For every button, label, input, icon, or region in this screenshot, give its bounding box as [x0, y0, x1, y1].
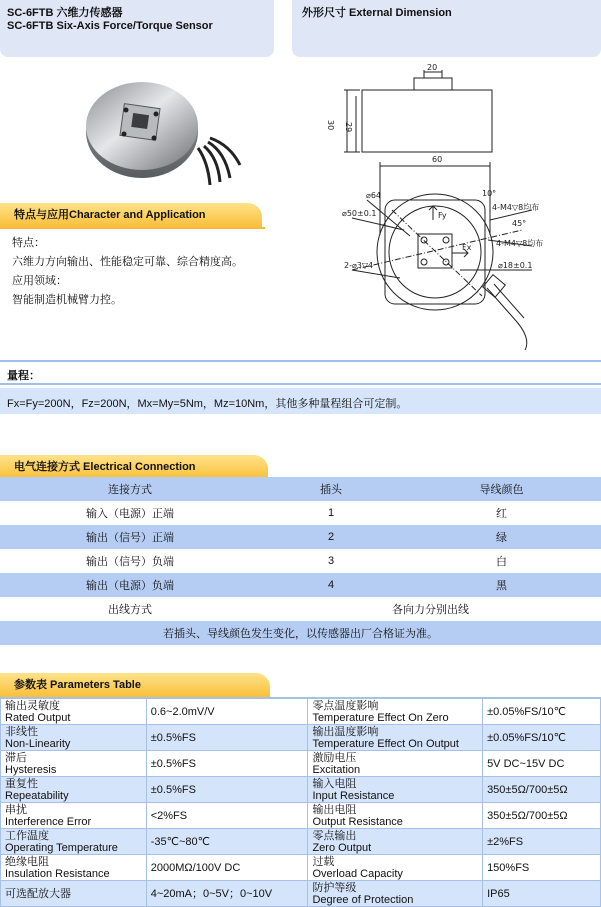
- param-value-right: ±0.05%FS/10℃: [483, 699, 601, 725]
- character-line: 智能制造机械臂力控。: [12, 294, 122, 306]
- param-name-cn: 非线性: [5, 725, 38, 738]
- param-name-right: [308, 725, 483, 751]
- param-name-left: [1, 829, 147, 855]
- electrical-header: 插头: [260, 477, 402, 501]
- param-value-left: ±0.5%FS: [146, 751, 308, 777]
- param-name-en: Rated Output: [5, 711, 71, 724]
- electrical-row: [0, 501, 601, 525]
- dim-d50: ⌀50±0.1: [342, 209, 377, 218]
- param-name-en: Interference Error: [5, 815, 92, 828]
- param-name-cn: 零点输出: [312, 829, 357, 842]
- character-tab-line: [0, 227, 265, 229]
- param-row: [1, 751, 601, 777]
- param-name-left: [1, 751, 147, 777]
- product-title-en: SC-6FTB Six-Axis Force/Torque Sensor: [7, 20, 213, 32]
- param-row: [1, 777, 601, 803]
- param-name-cn: 可选配放大器: [5, 887, 71, 900]
- param-name-right: [308, 777, 483, 803]
- param-value-left: <2%FS: [146, 803, 308, 829]
- pin-cell: 4: [260, 573, 402, 597]
- param-value-right: ±0.05%FS/10℃: [483, 725, 601, 751]
- param-value-left: -35℃~80℃: [146, 829, 308, 855]
- color-cell: 黑: [402, 573, 601, 597]
- param-row: [1, 855, 601, 881]
- parameters-table: [0, 698, 601, 907]
- dim-d64: ⌀64: [366, 191, 381, 200]
- electrical-row: [0, 573, 601, 597]
- outlet-label: 出线方式: [108, 604, 152, 616]
- param-value-right: 5V DC~15V DC: [483, 751, 601, 777]
- label-fy: Fy: [438, 211, 447, 220]
- param-name-en: Zero Output: [312, 841, 372, 854]
- electrical-tab: 电气连接方式 Electrical Connection: [0, 455, 268, 479]
- param-value-left: 2000MΩ/100V DC: [146, 855, 308, 881]
- character-line: 应用领域：: [12, 275, 67, 287]
- param-name-en: Temperature Effect On Output: [312, 737, 459, 750]
- param-value-left: 0.6~2.0mV/V: [146, 699, 308, 725]
- param-name-en: Non-Linearity: [5, 737, 71, 750]
- connection-cell: 输出（电源）负端: [0, 573, 260, 597]
- pin-cell: 3: [327, 555, 335, 567]
- dim-angle-45: 45°: [512, 219, 527, 228]
- param-name-cn: 输出电阻: [312, 803, 357, 816]
- param-name-cn: 过载: [312, 855, 335, 868]
- param-name-left: [1, 855, 147, 881]
- outlet-row: [0, 597, 601, 621]
- param-name-right: [308, 699, 483, 725]
- param-name-left: [1, 699, 147, 725]
- range-rule: [0, 383, 601, 385]
- pin-cell: 2: [260, 525, 402, 549]
- dimension-title: 外形尺寸 External Dimension: [302, 7, 452, 19]
- product-photo: [80, 70, 260, 190]
- param-name-en: Output Resistance: [312, 815, 403, 828]
- dim-width-60: 60: [432, 155, 443, 164]
- param-value-right: 350±5Ω/700±5Ω: [483, 803, 601, 829]
- character-line: 六维力方向输出、性能稳定可靠、综合精度高。: [12, 256, 243, 268]
- outlet-value: 各向力分别出线: [392, 604, 469, 616]
- label-fx: Fx: [462, 243, 472, 252]
- param-name-right: [308, 803, 483, 829]
- electrical-header: 连接方式: [0, 477, 260, 501]
- color-cell: 绿: [402, 525, 601, 549]
- param-name-cn: 输出灵敏度: [5, 699, 60, 712]
- connection-cell: 输入（电源）正端: [86, 508, 174, 520]
- product-title-cn: SC-6FTB 六维力传感器: [7, 7, 123, 19]
- param-name-left: [1, 777, 147, 803]
- character-text: [12, 234, 243, 310]
- param-name-en: Insulation Resistance: [5, 867, 110, 880]
- param-name-cn: 零点温度影响: [312, 699, 379, 712]
- range-label: 量程：: [7, 370, 40, 382]
- param-name-en: Excitation: [312, 763, 361, 776]
- dim-height-30: 30: [326, 120, 335, 131]
- dimension-drawing: [292, 60, 601, 350]
- pin-cell: 1: [327, 507, 335, 519]
- param-name-cn: 防护等级: [312, 881, 357, 894]
- params-tab: 参数表 Parameters Table: [0, 673, 270, 697]
- param-name-cn: 重复性: [5, 777, 38, 790]
- color-cell: 红: [496, 508, 507, 520]
- electrical-header: 导线颜色: [402, 477, 601, 501]
- dimension-title-box: [292, 0, 601, 57]
- param-name-cn: 滞后: [5, 751, 27, 764]
- electrical-header-row: [0, 477, 601, 501]
- param-name-en: Input Resistance: [312, 789, 395, 802]
- param-value-left: ±0.5%FS: [146, 725, 308, 751]
- range-text: Fx=Fy=200N，Fz=200N，Mx=My=5Nm，Mz=10Nm，其他多种量程组合可定制。: [7, 398, 408, 410]
- param-row: [1, 803, 601, 829]
- electrical-row: [0, 525, 601, 549]
- param-name-right: [308, 829, 483, 855]
- param-row: [1, 725, 601, 751]
- note-row: [0, 621, 601, 645]
- connection-cell: 输出（信号）正端: [0, 525, 260, 549]
- electrical-note: 若插头、导线颜色发生变化，以传感器出厂合格证为准。: [0, 621, 601, 645]
- param-name-en: Overload Capacity: [312, 867, 403, 880]
- param-name-left: [1, 725, 147, 751]
- dim-m4-b: 4-M4▽8均布: [496, 239, 544, 248]
- param-name-cn: 串扰: [5, 803, 27, 816]
- param-name-cn: 输出温度影响: [312, 725, 379, 738]
- dim-angle-10: 10°: [482, 189, 497, 198]
- param-row: [1, 699, 601, 725]
- param-row: [1, 829, 601, 855]
- param-name-right: [308, 855, 483, 881]
- param-value-right: ±2%FS: [483, 829, 601, 855]
- character-tab: 特点与应用Character and Application: [0, 203, 262, 227]
- param-value-left: 4~20mA；0~5V；0~10V: [146, 881, 308, 907]
- param-value-left: ±0.5%FS: [146, 777, 308, 803]
- param-name-right: [308, 751, 483, 777]
- param-name-cn: 激励电压: [312, 751, 357, 764]
- dim-height-29: 29: [344, 122, 353, 133]
- connection-cell: 输出（信号）负端: [86, 556, 174, 568]
- color-cell: 白: [496, 556, 507, 568]
- dim-hole: 2-⌀3▽4: [344, 261, 374, 270]
- dim-top-width: 20: [427, 63, 438, 72]
- param-name-en: Repeatability: [5, 789, 69, 802]
- dim-m4-a: 4-M4▽8均布: [492, 203, 540, 212]
- character-line: 特点：: [12, 237, 45, 249]
- param-value-right: 350±5Ω/700±5Ω: [483, 777, 601, 803]
- param-name-cn: 工作温度: [5, 829, 49, 842]
- product-title-box: [0, 0, 274, 57]
- param-value-right: IP65: [483, 881, 601, 907]
- param-name-cn: 输入电阻: [312, 777, 357, 790]
- param-name-en: Operating Temperature: [5, 841, 118, 854]
- range-top-rule: [0, 360, 601, 362]
- param-name-left: [1, 803, 147, 829]
- electrical-table: [0, 477, 601, 645]
- param-name-en: Degree of Protection: [312, 893, 414, 906]
- param-name-en: Hysteresis: [5, 763, 57, 776]
- range-bar: [0, 388, 601, 414]
- param-name-cn: 绝缘电阻: [5, 855, 49, 868]
- param-value-right: 150%FS: [483, 855, 601, 881]
- electrical-row: [0, 549, 601, 573]
- dim-d18: ⌀18±0.1: [498, 261, 533, 270]
- param-name-en: Temperature Effect On Zero: [312, 711, 449, 724]
